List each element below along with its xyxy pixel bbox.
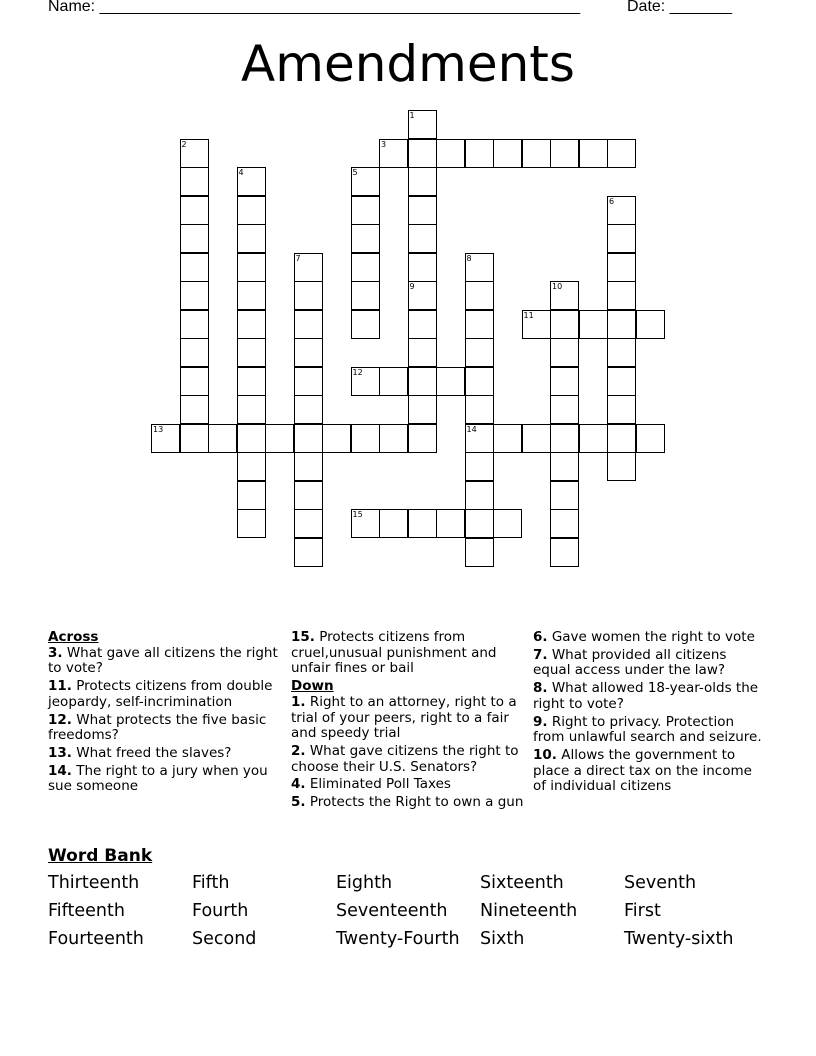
crossword-cell[interactable] — [180, 253, 209, 282]
crossword-cell[interactable] — [408, 424, 437, 453]
crossword-cell[interactable] — [408, 367, 437, 396]
crossword-cell[interactable] — [607, 395, 636, 424]
clue-number-label: 4 — [238, 168, 244, 177]
crossword-cell[interactable] — [237, 338, 266, 367]
crossword-cell[interactable] — [294, 310, 323, 339]
crossword-cell[interactable] — [237, 224, 266, 253]
crossword-cell[interactable] — [408, 509, 437, 538]
crossword-cell[interactable] — [493, 139, 522, 168]
crossword-cell[interactable] — [408, 110, 437, 139]
word-bank-item: Eighth — [336, 873, 393, 893]
crossword-cell[interactable] — [607, 139, 636, 168]
crossword-cell[interactable] — [550, 310, 579, 339]
clue-number-label: 15 — [352, 510, 363, 519]
across-heading: Across — [48, 629, 99, 645]
crossword-cell[interactable] — [294, 538, 323, 567]
crossword-cell[interactable] — [465, 481, 494, 510]
crossword-cell[interactable] — [180, 395, 209, 424]
word-bank-title: Word Bank — [48, 846, 153, 866]
clue-number-label: 9 — [409, 282, 415, 291]
clues-column-3 — [533, 630, 765, 797]
crossword-cell[interactable] — [237, 452, 266, 481]
crossword-cell[interactable] — [408, 167, 437, 196]
crossword-cell[interactable] — [351, 509, 380, 538]
clue-number-label: 2 — [181, 139, 187, 149]
crossword-cell[interactable] — [180, 167, 209, 196]
crossword-cell[interactable] — [550, 452, 579, 481]
clue-number-label: 7 — [295, 253, 301, 263]
crossword-cell[interactable] — [408, 395, 437, 424]
crossword-cell[interactable] — [180, 338, 209, 367]
crossword-cell[interactable] — [237, 281, 266, 310]
crossword-cell[interactable] — [607, 424, 636, 453]
clue-down-9: 9. Right to privacy. Protection from unlawful search and seizure. — [533, 713, 762, 746]
word-bank-item: Seventeenth — [336, 901, 448, 921]
clue-across-12: 12. What protects the five basic freedoms? — [48, 711, 267, 744]
word-bank-item: Twenty-sixth — [624, 929, 734, 949]
clue-down-4: 4. Eliminated Poll Taxes — [291, 776, 451, 793]
clue-number-label: 13 — [153, 424, 164, 434]
crossword-cell[interactable] — [180, 196, 209, 225]
crossword-cell[interactable] — [465, 395, 494, 424]
crossword-cell[interactable] — [294, 424, 323, 453]
clue-number-label: 3 — [381, 139, 387, 149]
crossword-cell[interactable] — [294, 452, 323, 481]
crossword-cell[interactable] — [465, 424, 494, 453]
crossword-cell[interactable] — [294, 253, 323, 282]
crossword-cell[interactable] — [607, 310, 636, 339]
word-bank-item: Fourteenth — [48, 929, 144, 949]
clues-column-1 — [48, 630, 280, 797]
crossword-cell[interactable] — [607, 196, 636, 225]
clue-number-label: 8 — [466, 253, 472, 263]
crossword-cell[interactable] — [237, 310, 266, 339]
crossword-cell[interactable] — [294, 367, 323, 396]
crossword-cell[interactable] — [237, 481, 266, 510]
crossword-cell[interactable] — [607, 281, 636, 310]
word-bank-item: Fifteenth — [48, 901, 125, 921]
crossword-cell[interactable] — [579, 310, 608, 339]
crossword-cell[interactable] — [465, 509, 494, 538]
crossword-cell[interactable] — [351, 224, 380, 253]
down-heading: Down — [291, 678, 334, 695]
crossword-cell[interactable] — [465, 281, 494, 310]
crossword-cell[interactable] — [408, 281, 437, 310]
crossword-cell[interactable] — [351, 310, 380, 339]
crossword-cell[interactable] — [550, 538, 579, 567]
crossword-cell[interactable] — [465, 253, 494, 282]
crossword-cell[interactable] — [607, 367, 636, 396]
crossword-cell[interactable] — [379, 424, 408, 453]
crossword-cell[interactable] — [237, 395, 266, 424]
crossword-cell[interactable] — [408, 338, 437, 367]
crossword-cell[interactable] — [636, 424, 665, 453]
crossword-cell[interactable] — [294, 509, 323, 538]
clue-down-10: 10. Allows the government to place a direct tax on the income of individual citizens — [533, 746, 752, 795]
crossword-cell[interactable] — [465, 310, 494, 339]
crossword-cell[interactable] — [465, 367, 494, 396]
clue-across-11: 11. Protects citizens from double jeopardy, self-incrimination — [48, 678, 273, 710]
word-bank-item: Sixth — [480, 929, 525, 949]
crossword-cell[interactable] — [237, 167, 266, 196]
crossword-cell[interactable] — [550, 395, 579, 424]
word-bank-item: Seventh — [624, 873, 697, 893]
clue-across-3: 3. What gave all citizens the right to vote? — [48, 644, 278, 677]
clue-number-label: 1 — [409, 111, 415, 120]
crossword-cell[interactable] — [351, 281, 380, 310]
crossword-cell[interactable] — [265, 424, 294, 453]
crossword-cell[interactable] — [550, 139, 579, 168]
crossword-cell[interactable] — [208, 424, 237, 453]
clue-number-label: 11 — [523, 310, 534, 320]
crossword-cell[interactable] — [465, 452, 494, 481]
crossword-cell[interactable] — [379, 509, 408, 538]
crossword-cell[interactable] — [550, 367, 579, 396]
crossword-cell[interactable] — [379, 139, 408, 168]
crossword-cell[interactable] — [322, 424, 351, 453]
crossword-cell[interactable] — [607, 253, 636, 282]
clue-number-label: 5 — [352, 168, 358, 177]
crossword-cell[interactable] — [493, 424, 522, 453]
crossword-cell[interactable] — [180, 367, 209, 396]
crossword-cell[interactable] — [351, 167, 380, 196]
crossword-cell[interactable] — [180, 281, 209, 310]
clue-down-7: 7. What provided all citizens equal access under the law? — [533, 646, 727, 679]
crossword-cell[interactable] — [607, 338, 636, 367]
crossword-cell[interactable] — [180, 139, 209, 168]
clue-down-1: 1. Right to an attorney, right to a trial of your peers, right to a fair and speedy trial — [291, 693, 517, 742]
crossword-cell[interactable] — [351, 424, 380, 453]
crossword-cell[interactable] — [180, 224, 209, 253]
clue-down-6: 6. Gave women the right to vote — [533, 629, 755, 645]
crossword-cell[interactable] — [180, 310, 209, 339]
crossword-cell[interactable] — [408, 139, 437, 168]
word-bank-item: Fourth — [192, 901, 249, 921]
crossword-cell[interactable] — [436, 509, 465, 538]
clue-down-8: 8. What allowed 18-year-olds the right to vote? — [533, 680, 759, 712]
crossword-cell[interactable] — [522, 424, 551, 453]
crossword-cell[interactable] — [237, 253, 266, 282]
word-bank-item: Nineteenth — [480, 901, 578, 921]
word-bank-item: Second — [192, 929, 257, 949]
word-bank-item: Sixteenth — [480, 873, 564, 893]
crossword-cell[interactable] — [607, 224, 636, 253]
clue-across-13: 13. What freed the slaves? — [48, 744, 232, 761]
clue-down-5: 5. Protects the Right to own a gun — [291, 794, 524, 811]
crossword-cell[interactable] — [351, 196, 380, 225]
crossword-cell[interactable] — [351, 367, 380, 396]
crossword-cell[interactable] — [408, 253, 437, 282]
crossword-cell[interactable] — [579, 424, 608, 453]
crossword-cell[interactable] — [408, 224, 437, 253]
crossword-cell[interactable] — [465, 538, 494, 567]
crossword-cell[interactable] — [151, 424, 180, 453]
crossword-cell[interactable] — [237, 196, 266, 225]
crossword-cell[interactable] — [436, 367, 465, 396]
crossword-cell[interactable] — [550, 481, 579, 510]
crossword-cell[interactable] — [436, 139, 465, 168]
crossword-cell[interactable] — [237, 509, 266, 538]
crossword-cell[interactable] — [465, 338, 494, 367]
crossword-cell[interactable] — [294, 338, 323, 367]
crossword-cell[interactable] — [237, 424, 266, 453]
crossword-cell[interactable] — [550, 338, 579, 367]
clues-column-2 — [291, 630, 527, 813]
clue-across-14: 14. The right to a jury when you sue someone — [48, 762, 268, 795]
crossword-cell[interactable] — [493, 509, 522, 538]
crossword-cell[interactable] — [294, 481, 323, 510]
crossword-cell[interactable] — [550, 281, 579, 310]
word-bank-item: Thirteenth — [48, 873, 140, 893]
word-bank-item: Fifth — [192, 873, 230, 893]
crossword-cell[interactable] — [522, 139, 551, 168]
word-bank-item: Twenty-Fourth — [336, 929, 460, 949]
crossword-cell[interactable] — [180, 424, 209, 453]
crossword-cell[interactable] — [408, 310, 437, 339]
word-bank-item: First — [624, 901, 661, 921]
crossword-cell[interactable] — [408, 196, 437, 225]
clue-number-label: 14 — [466, 424, 477, 434]
crossword-cell[interactable] — [294, 281, 323, 310]
page-title: Amendments — [241, 35, 575, 93]
crossword-cell[interactable] — [237, 367, 266, 396]
crossword-cell[interactable] — [550, 509, 579, 538]
crossword-cell[interactable] — [351, 253, 380, 282]
crossword-cell[interactable] — [379, 367, 408, 396]
crossword-cell[interactable] — [294, 395, 323, 424]
name-field-label: Name: ______________________________________________________ — [48, 0, 581, 15]
clue-number-label: 12 — [352, 367, 363, 377]
crossword-cell[interactable] — [550, 424, 579, 453]
crossword-cell[interactable] — [522, 310, 551, 339]
crossword-cell[interactable] — [465, 139, 494, 168]
clue-down-2: 2. What gave citizens the right to choose their U.S. Senators? — [291, 742, 519, 775]
crossword-cell[interactable] — [579, 139, 608, 168]
clue-across-15: 15. Protects citizens from cruel,unusual punishment and unfair fines or bail — [291, 629, 497, 677]
crossword-cell[interactable] — [636, 310, 665, 339]
clue-number-label: 6 — [609, 196, 615, 206]
clue-number-label: 10 — [552, 282, 563, 291]
date-field-label: Date: _______ — [627, 0, 732, 15]
crossword-cell[interactable] — [607, 452, 636, 481]
